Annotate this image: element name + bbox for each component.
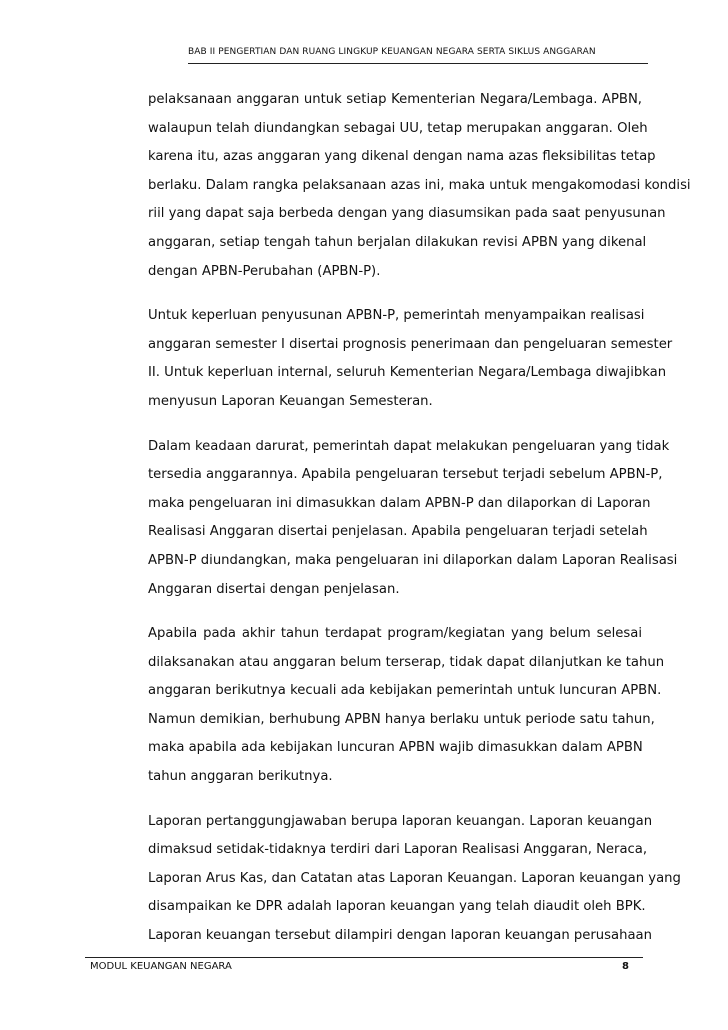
- paragraph-line: Realisasi Anggaran disertai penjelasan. Apabila pengeluaran terjadi setelah: [148, 524, 648, 540]
- paragraph-line: karena itu, azas anggaran yang dikenal dengan nama azas fleksibilitas tetap: [148, 149, 656, 165]
- footer-module-title: MODUL KEUANGAN NEGARA: [90, 961, 232, 972]
- paragraph-line: dilaksanakan atau anggaran belum terserap, tidak dapat dilanjutkan ke tahun: [148, 654, 665, 670]
- paragraph: [148, 808, 681, 951]
- paragraph-line: anggaran semester I disertai prognosis penerimaan dan pengeluaran semester: [148, 336, 673, 352]
- paragraph-line: menyusun Laporan Keuangan Semesteran.: [148, 393, 433, 409]
- paragraph-line: pelaksanaan anggaran untuk setiap Kementerian Negara/Lembaga. APBN,: [148, 92, 642, 107]
- footer-divider: [85, 957, 643, 958]
- paragraph: [148, 620, 665, 792]
- paragraph: [148, 433, 678, 605]
- header-divider: [188, 63, 648, 64]
- paragraph-line: Laporan Arus Kas, dan Catatan atas Laporan Keuangan. Laporan keuangan yang: [148, 870, 681, 886]
- paragraph-line: Anggaran disertai dengan penjelasan.: [148, 581, 400, 597]
- paragraph-line: Dalam keadaan darurat, pemerintah dapat melakukan pengeluaran yang tidak: [148, 438, 670, 454]
- paragraph-line: dengan APBN-Perubahan (APBN-P).: [148, 263, 381, 279]
- paragraph-line: anggaran berikutnya kecuali ada kebijakan pemerintah untuk luncuran APBN.: [148, 683, 662, 699]
- paragraph-line: Untuk keperluan penyusunan APBN-P, pemerintah menyampaikan realisasi: [148, 308, 645, 324]
- running-header: BAB II PENGERTIAN DAN RUANG LINGKUP KEUANGAN NEGARA SERTA SIKLUS ANGGARAN: [188, 47, 596, 57]
- paragraph: [148, 302, 673, 416]
- paragraph-line: Laporan pertanggungjawaban berupa laporan keuangan. Laporan keuangan: [148, 813, 653, 829]
- paragraph-line: II. Untuk keperluan internal, seluruh Kementerian Negara/Lembaga diwajibkan: [148, 365, 667, 381]
- paragraph-line: APBN-P diundangkan, maka pengeluaran ini dilaporkan dalam Laporan Realisasi: [148, 552, 678, 568]
- paragraph-line: tersedia anggarannya. Apabila pengeluaran tersebut terjadi sebelum APBN-P,: [148, 467, 663, 483]
- paragraph-line: anggaran, setiap tengah tahun berjalan dilakukan revisi APBN yang dikenal: [148, 234, 647, 250]
- paragraph-line: disampaikan ke DPR adalah laporan keuangan yang telah diaudit oleh BPK.: [148, 899, 646, 915]
- paragraph-line: maka pengeluaran ini dimasukkan dalam APBN-P dan dilaporkan di Laporan: [148, 495, 651, 511]
- paragraph-line: Apabila pada akhir tahun terdapat program/kegiatan yang belum selesai: [148, 626, 642, 642]
- paragraph-line: tahun anggaran berikutnya.: [148, 769, 333, 785]
- paragraph-line: berlaku. Dalam rangka pelaksanaan azas ini, maka untuk mengakomodasi kondisi: [148, 177, 691, 193]
- paragraph-line: Namun demikian, berhubung APBN hanya berlaku untuk periode satu tahun,: [148, 711, 655, 727]
- paragraph-line: riil yang dapat saja berbeda dengan yang diasumsikan pada saat penyusunan: [148, 206, 666, 222]
- body-text: [148, 86, 691, 967]
- paragraph-line: Laporan keuangan tersebut dilampiri dengan laporan keuangan perusahaan: [148, 928, 652, 944]
- page-number: 8: [622, 961, 629, 972]
- paragraph-line: dimaksud setidak-tidaknya terdiri dari Laporan Realisasi Anggaran, Neraca,: [148, 842, 648, 858]
- paragraph: [148, 86, 691, 286]
- paragraph-line: walaupun telah diundangkan sebagai UU, tetap merupakan anggaran. Oleh: [148, 120, 648, 136]
- paragraph-line: maka apabila ada kebijakan luncuran APBN wajib dimasukkan dalam APBN: [148, 740, 643, 756]
